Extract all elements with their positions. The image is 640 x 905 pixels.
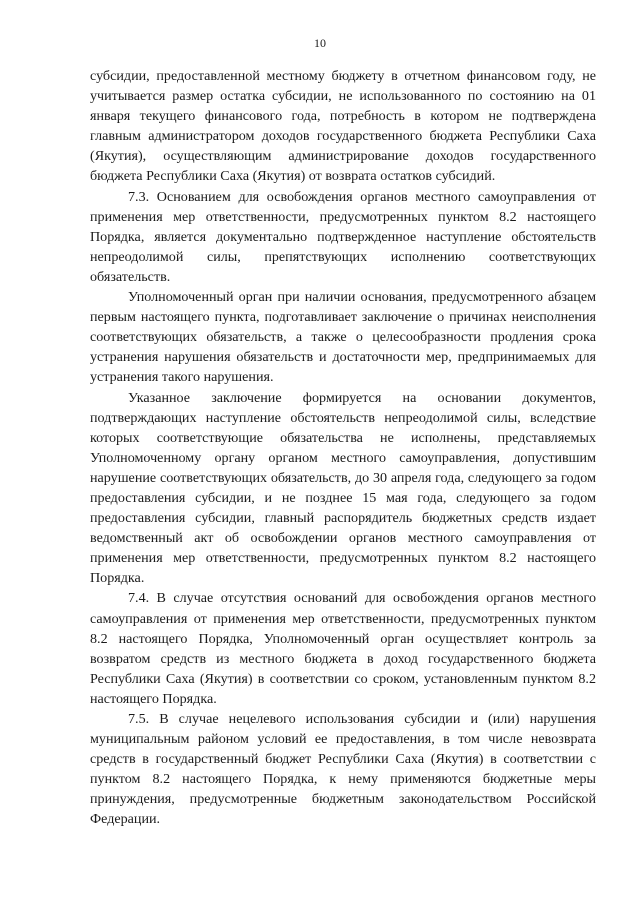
- paragraph-continuation: субсидии, предоставленной местному бюджету в отчетном финансовом году, не учитывается размер остатка субсидии, не использованного по состоянию на 01 января текущего финансового года, потребность в котором не подтверждена главным администратором доходов государственного бюджета Республики Саха (Якутия), осуществляющим администрирование доходов государственного бюджета Республики Саха (Якутия) от возврата остатков субсидий.: [90, 68, 596, 185]
- paragraph-7-3-conclusion: Указанное заключение формируется на основании документов, подтверждающих наступление обстоятельств непреодолимой силы, вследствие которых соответствующие обязательства не исполнены, представляемых Уполномоченному органу органом местного самоуправления, допустившим нарушение соответствующих обязательств, до 30 апреля года, следующего за годом предоставления субсидии, и не позднее 15 мая года, следующего за годом предоставления субсидии, главный распорядитель бюджетных средств издает ведомственный акт об освобождении органов местного самоуправления от применения мер ответственности, предусмотренных пунктом 8.2 настоящего Порядка.: [90, 389, 596, 587]
- document-body: [90, 66, 596, 830]
- page-number: 10: [314, 36, 326, 50]
- paragraph-7-3: 7.3. Основанием для освобождения органов местного самоуправления от применения мер ответственности, предусмотренных пунктом 8.2 настоящего Порядка, является документально подтвержденное наступление обстоятельств непреодолимой силы, препятствующих исполнению соответствующих обязательств.: [90, 188, 596, 285]
- paragraph-7-5: 7.5. В случае нецелевого использования субсидии и (или) нарушения муниципальным районом условий ее предоставления, в том числе невозврата средств в государственный бюджет Республики Саха (Якутия) в соответствии с пунктом 8.2 настоящего Порядка, к нему применяются бюджетные меры принуждения, предусмотренные бюджетным законодательством Российской Федерации.: [90, 711, 596, 828]
- paragraph-7-3-authority: Уполномоченный орган при наличии основания, предусмотренного абзацем первым настоящего пункта, подготавливает заключение о причинах неисполнения соответствующих обязательств, а также о целесообразности продления срока устранения нарушения обязательств и достаточности мер, предпринимаемых для устранения такого нарушения.: [90, 289, 596, 386]
- paragraph-7-4: 7.4. В случае отсутствия оснований для освобождения органов местного самоуправления от применения мер ответственности, предусмотренных пунктом 8.2 настоящего Порядка, Уполномоченный орган осуществляет контроль за возвратом средств из местного бюджета в доход государственного бюджета Республики Саха (Якутия) в соответствии со сроком, установленным пунктом 8.2 настоящего Порядка.: [90, 590, 596, 707]
